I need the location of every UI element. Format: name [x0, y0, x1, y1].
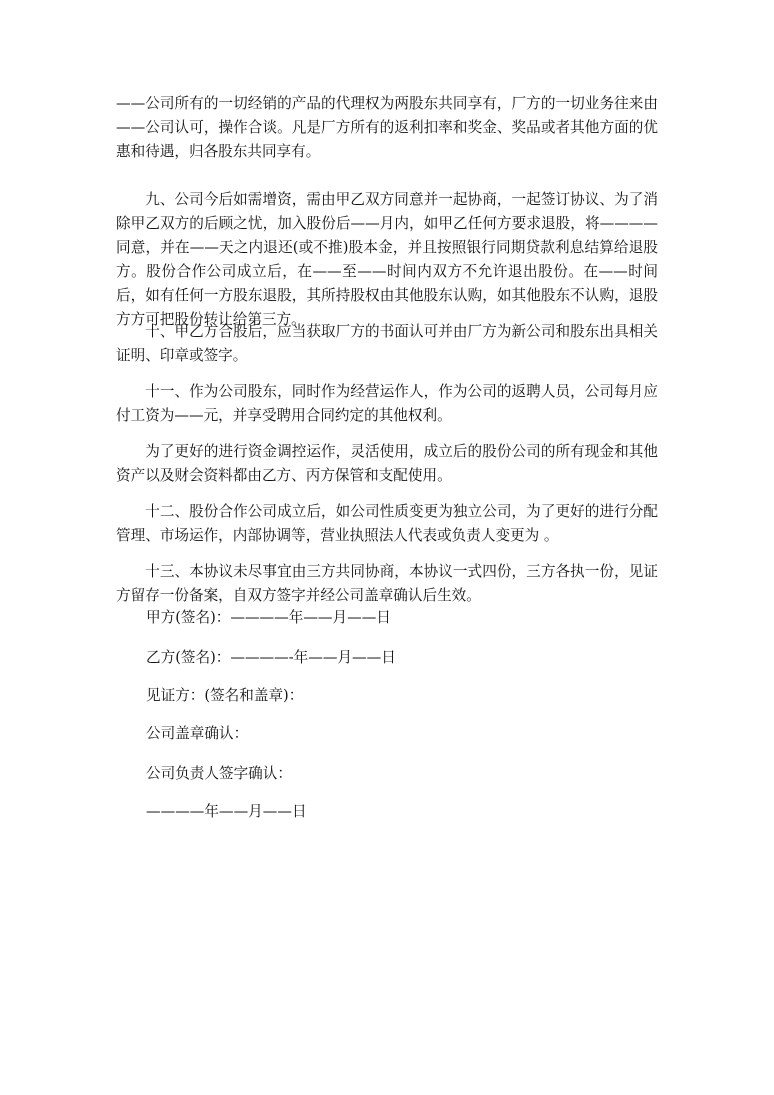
paragraph-clause-12 [116, 500, 658, 548]
paragraph-agency-rights [116, 92, 658, 164]
paragraph-text: ——公司所有的一切经销的产品的代理权为两股东共同享有，厂方的一切业务往来由——公司认可，操作合谈。凡是厂方所有的返利扣率和奖金、奖品或者其他方面的优惠和待遇，归各股东共同享有。 [116, 95, 658, 160]
signature-party-b: 乙方(签名)：————-年——月——日 [146, 649, 396, 666]
paragraph-text: 为了更好的进行资金调控运作，灵活使用，成立后的股份公司的所有现金和其他资产以及财会资料都由乙方、丙方保管和支配使用。 [116, 443, 658, 484]
signature-date-line: ————年——月——日 [146, 803, 307, 820]
paragraph-clause-13 [116, 560, 658, 608]
paragraph-text: 十一、作为公司股东，同时作为经营运作人，作为公司的返聘人员，公司每月应付工资为——元，并享受聘用合同约定的其他权利。 [116, 383, 658, 424]
company-head-signature: 公司负责人签字确认： [146, 765, 292, 782]
company-seal-confirmation: 公司盖章确认： [146, 725, 249, 742]
paragraph-clause-11 [116, 380, 658, 428]
paragraph-text: 十二、股份合作公司成立后，如公司性质变更为独立公司，为了更好的进行分配管理、市场运作，内部协调等，营业执照法人代表或负责人变更为 。 [116, 503, 658, 544]
paragraph-asset-management [116, 440, 658, 488]
paragraph-clause-9 [116, 188, 658, 332]
signature-witness: 见证方：(签名和盖章)： [146, 687, 304, 704]
paragraph-text: 十三、本协议未尽事宜由三方共同协商，本协议一式四份，三方各执一份，见证方留存一份备案，自双方签字并经公司盖章确认后生效。 [116, 563, 658, 604]
paragraph-text: 十、甲乙方合股后，应当获取厂方的书面认可并由厂方为新公司和股东出具相关证明、印章或签字。 [116, 323, 658, 364]
signature-party-a: 甲方(签名)：————年——月——日 [146, 609, 391, 626]
paragraph-clause-10 [116, 320, 658, 368]
paragraph-text: 九、公司今后如需增资，需由甲乙双方同意并一起协商，一起签订协议、为了消除甲乙双方的后顾之忧，加入股份后——月内，如甲乙任何方要求退股，将————同意，并在——天之内退还(或不推)股本金，并且按照银行同期贷款利息结算给退股方。股份合作公司成立后，在——至——时间内双方不允许退出股份。在——时间后，如有任何一方股东退股，其所持股权由其他股东认购，如其他股东不认购，退股方方可把股份转让给第三方。 [116, 191, 658, 328]
